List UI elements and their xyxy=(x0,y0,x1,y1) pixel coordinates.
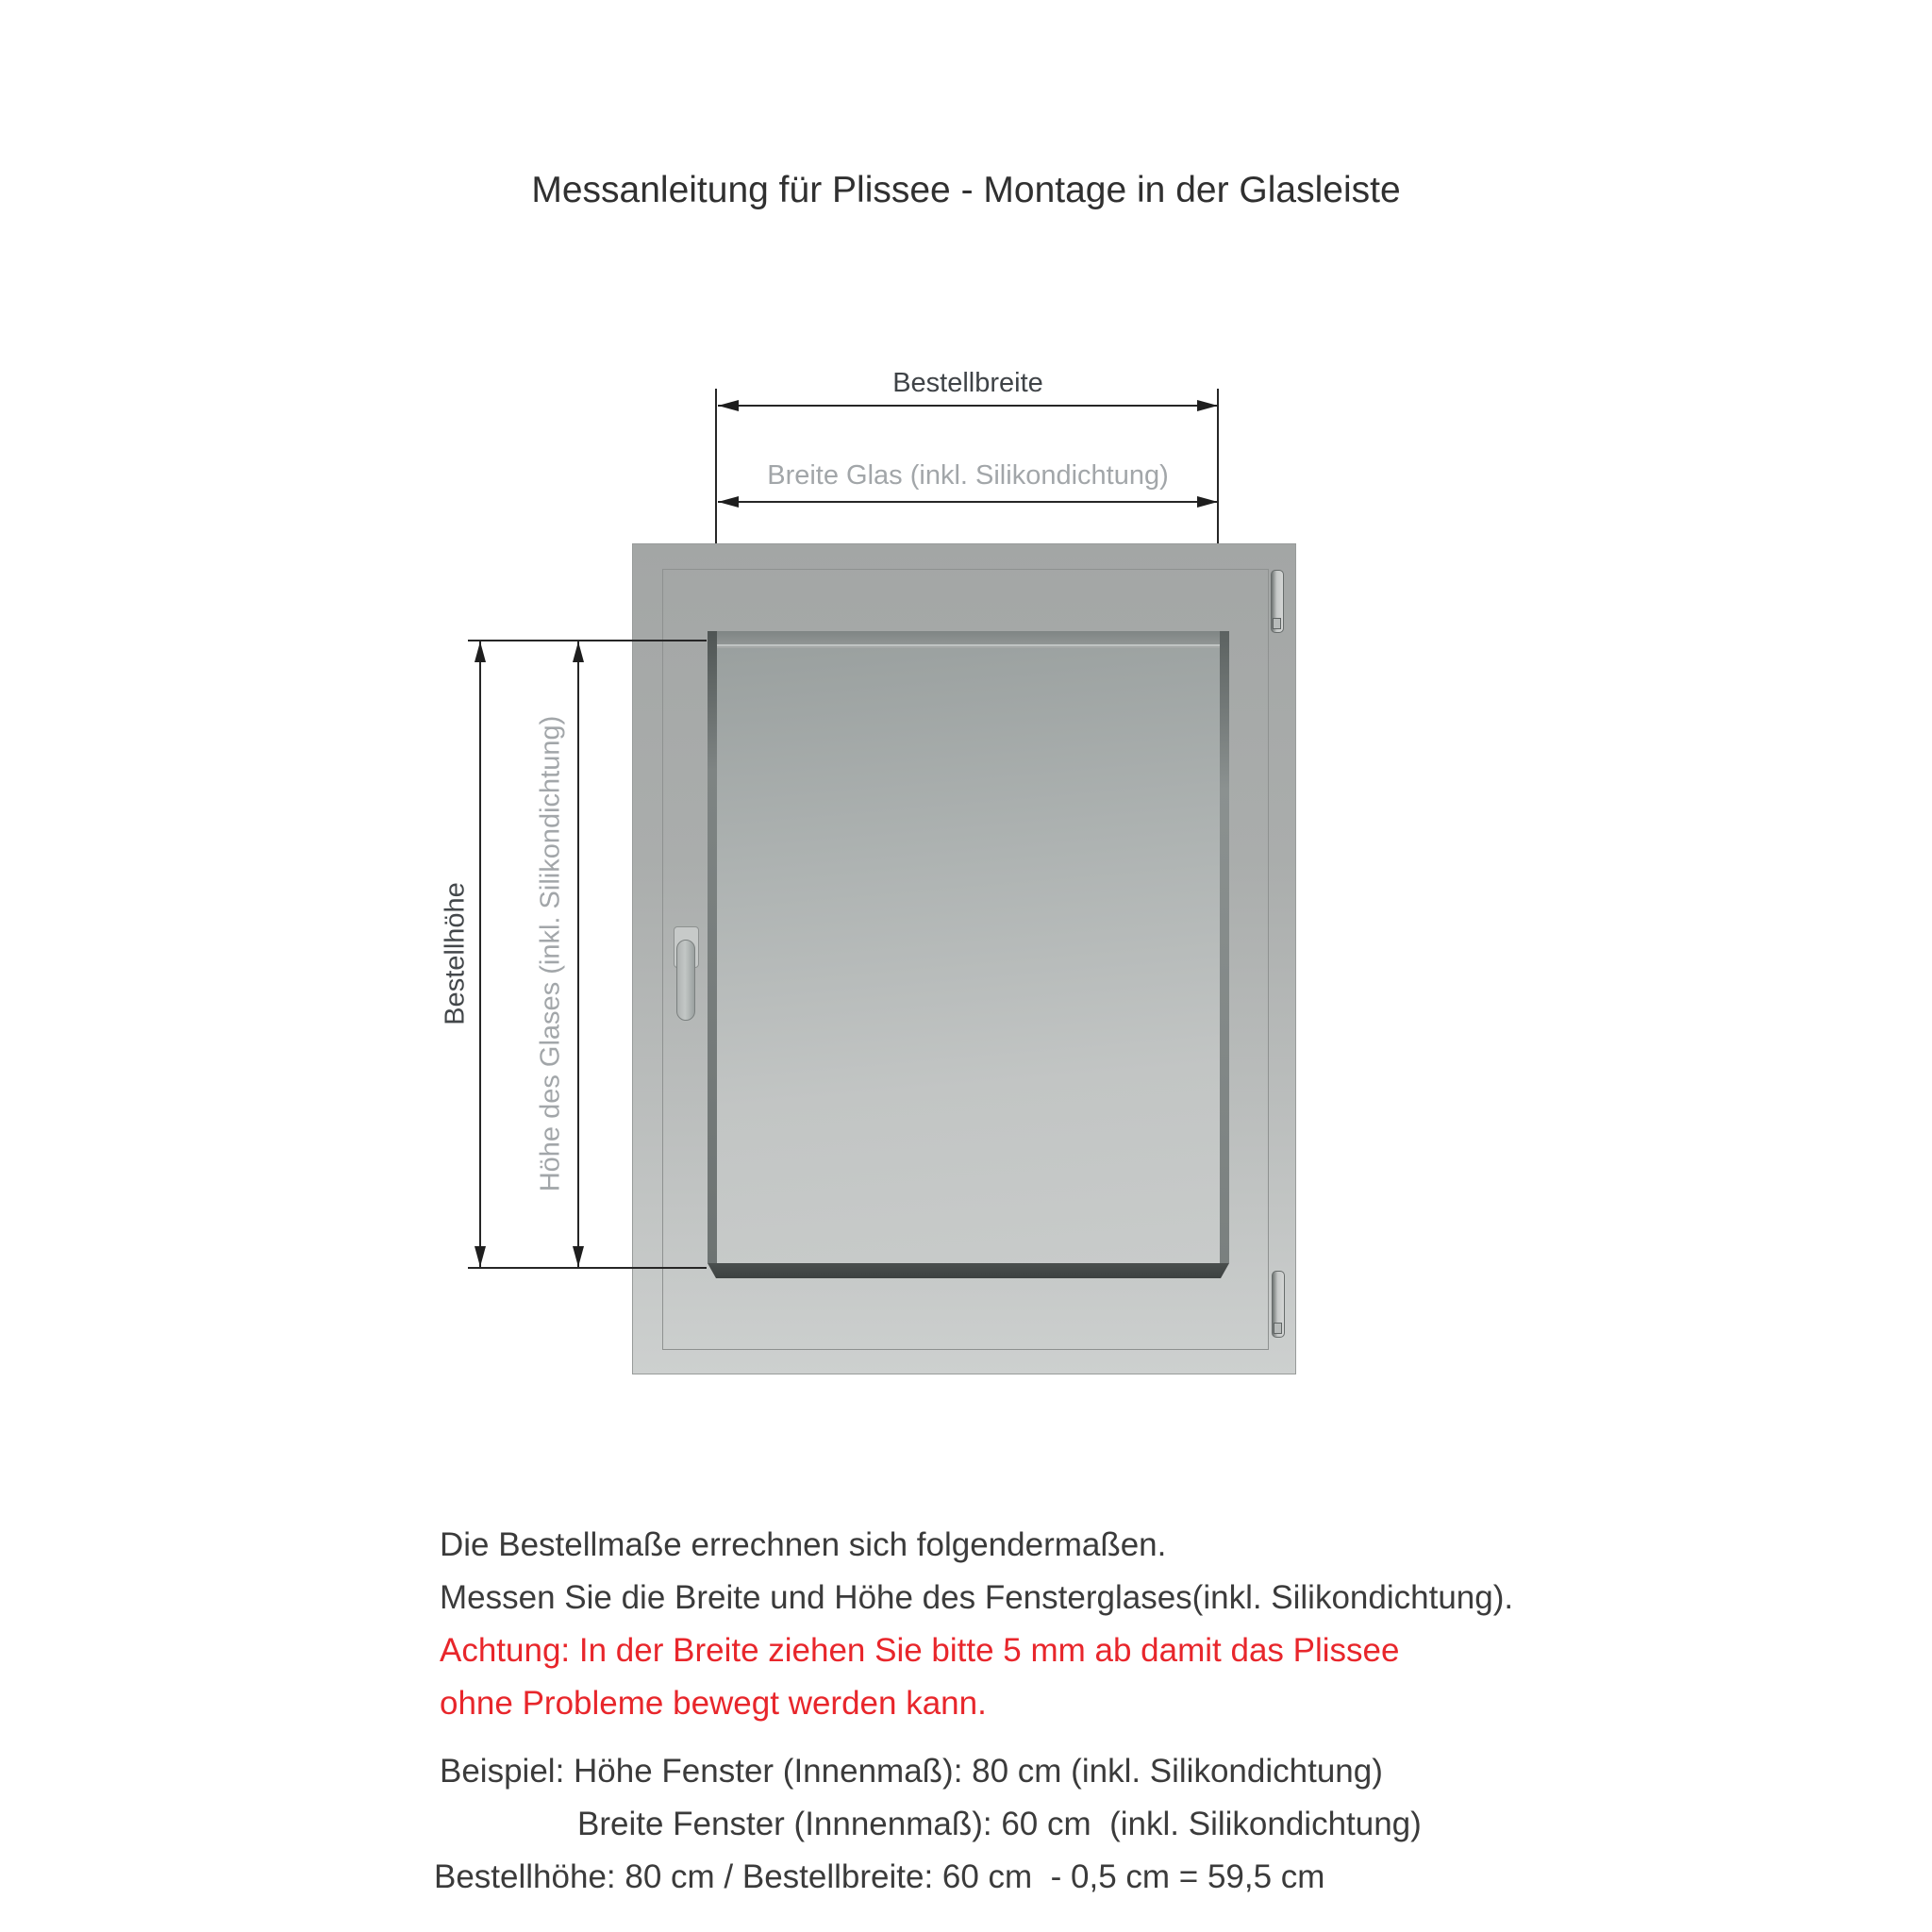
window-glass xyxy=(708,631,1229,1278)
window-hinge-top xyxy=(1271,570,1284,633)
height-extension-line-top xyxy=(468,640,707,641)
window-handle-grip xyxy=(676,940,695,1021)
order-height-dimension-line xyxy=(479,641,481,1267)
glass-bevel-right xyxy=(1220,631,1229,1263)
example-line-2: Breite Fenster (Innnenmaß): 60 cm (inkl. Silikondichtung) xyxy=(577,1806,1422,1842)
order-width-label: Bestellbreite xyxy=(892,368,1043,398)
glass-height-dimension-line xyxy=(577,641,579,1267)
glass-pane xyxy=(717,648,1220,1263)
glass-width-label: Breite Glas (inkl. Silikondichtung) xyxy=(767,460,1169,491)
arrowhead-right-icon xyxy=(1197,400,1218,411)
arrowhead-right-icon xyxy=(1197,496,1218,508)
height-extension-line-bottom xyxy=(468,1267,707,1269)
warning-line-2: ohne Probleme bewegt werden kann. xyxy=(440,1685,987,1722)
glass-width-dimension-line xyxy=(718,501,1218,503)
arrowhead-left-icon xyxy=(718,400,739,411)
instruction-line-2: Messen Sie die Breite und Höhe des Fensterglases(inkl. Silikondichtung). xyxy=(440,1579,1514,1616)
page-title: Messanleitung für Plissee - Montage in der Glasleiste xyxy=(531,170,1401,210)
arrowhead-up-icon xyxy=(573,641,584,662)
window-frame xyxy=(632,543,1296,1374)
example-line-3: Bestellhöhe: 80 cm / Bestellbreite: 60 cm - 0,5 cm = 59,5 cm xyxy=(434,1858,1325,1895)
instructions-paragraph xyxy=(440,1519,1513,1730)
order-width-dimension-line xyxy=(718,405,1218,407)
order-height-label: Bestellhöhe xyxy=(440,882,471,1025)
arrowhead-up-icon xyxy=(475,641,486,662)
arrowhead-down-icon xyxy=(573,1246,584,1267)
glass-height-label: Höhe des Glases (inkl. Silikondichtung) xyxy=(535,715,566,1192)
arrowhead-left-icon xyxy=(718,496,739,508)
example-block xyxy=(434,1745,1422,1904)
example-line-1: Beispiel: Höhe Fenster (Innenmaß): 80 cm (inkl. Silikondichtung) xyxy=(440,1753,1383,1790)
arrowhead-down-icon xyxy=(475,1246,486,1267)
glazing-bead-bottom xyxy=(708,1263,1229,1278)
window-hinge-bottom xyxy=(1272,1271,1285,1338)
instruction-line-1: Die Bestellmaße errechnen sich folgendermaßen. xyxy=(440,1526,1167,1563)
glazing-bead-top xyxy=(717,631,1220,646)
glass-bevel-left xyxy=(708,631,717,1263)
warning-line-1: Achtung: In der Breite ziehen Sie bitte 5 mm ab damit das Plissee xyxy=(440,1632,1400,1669)
